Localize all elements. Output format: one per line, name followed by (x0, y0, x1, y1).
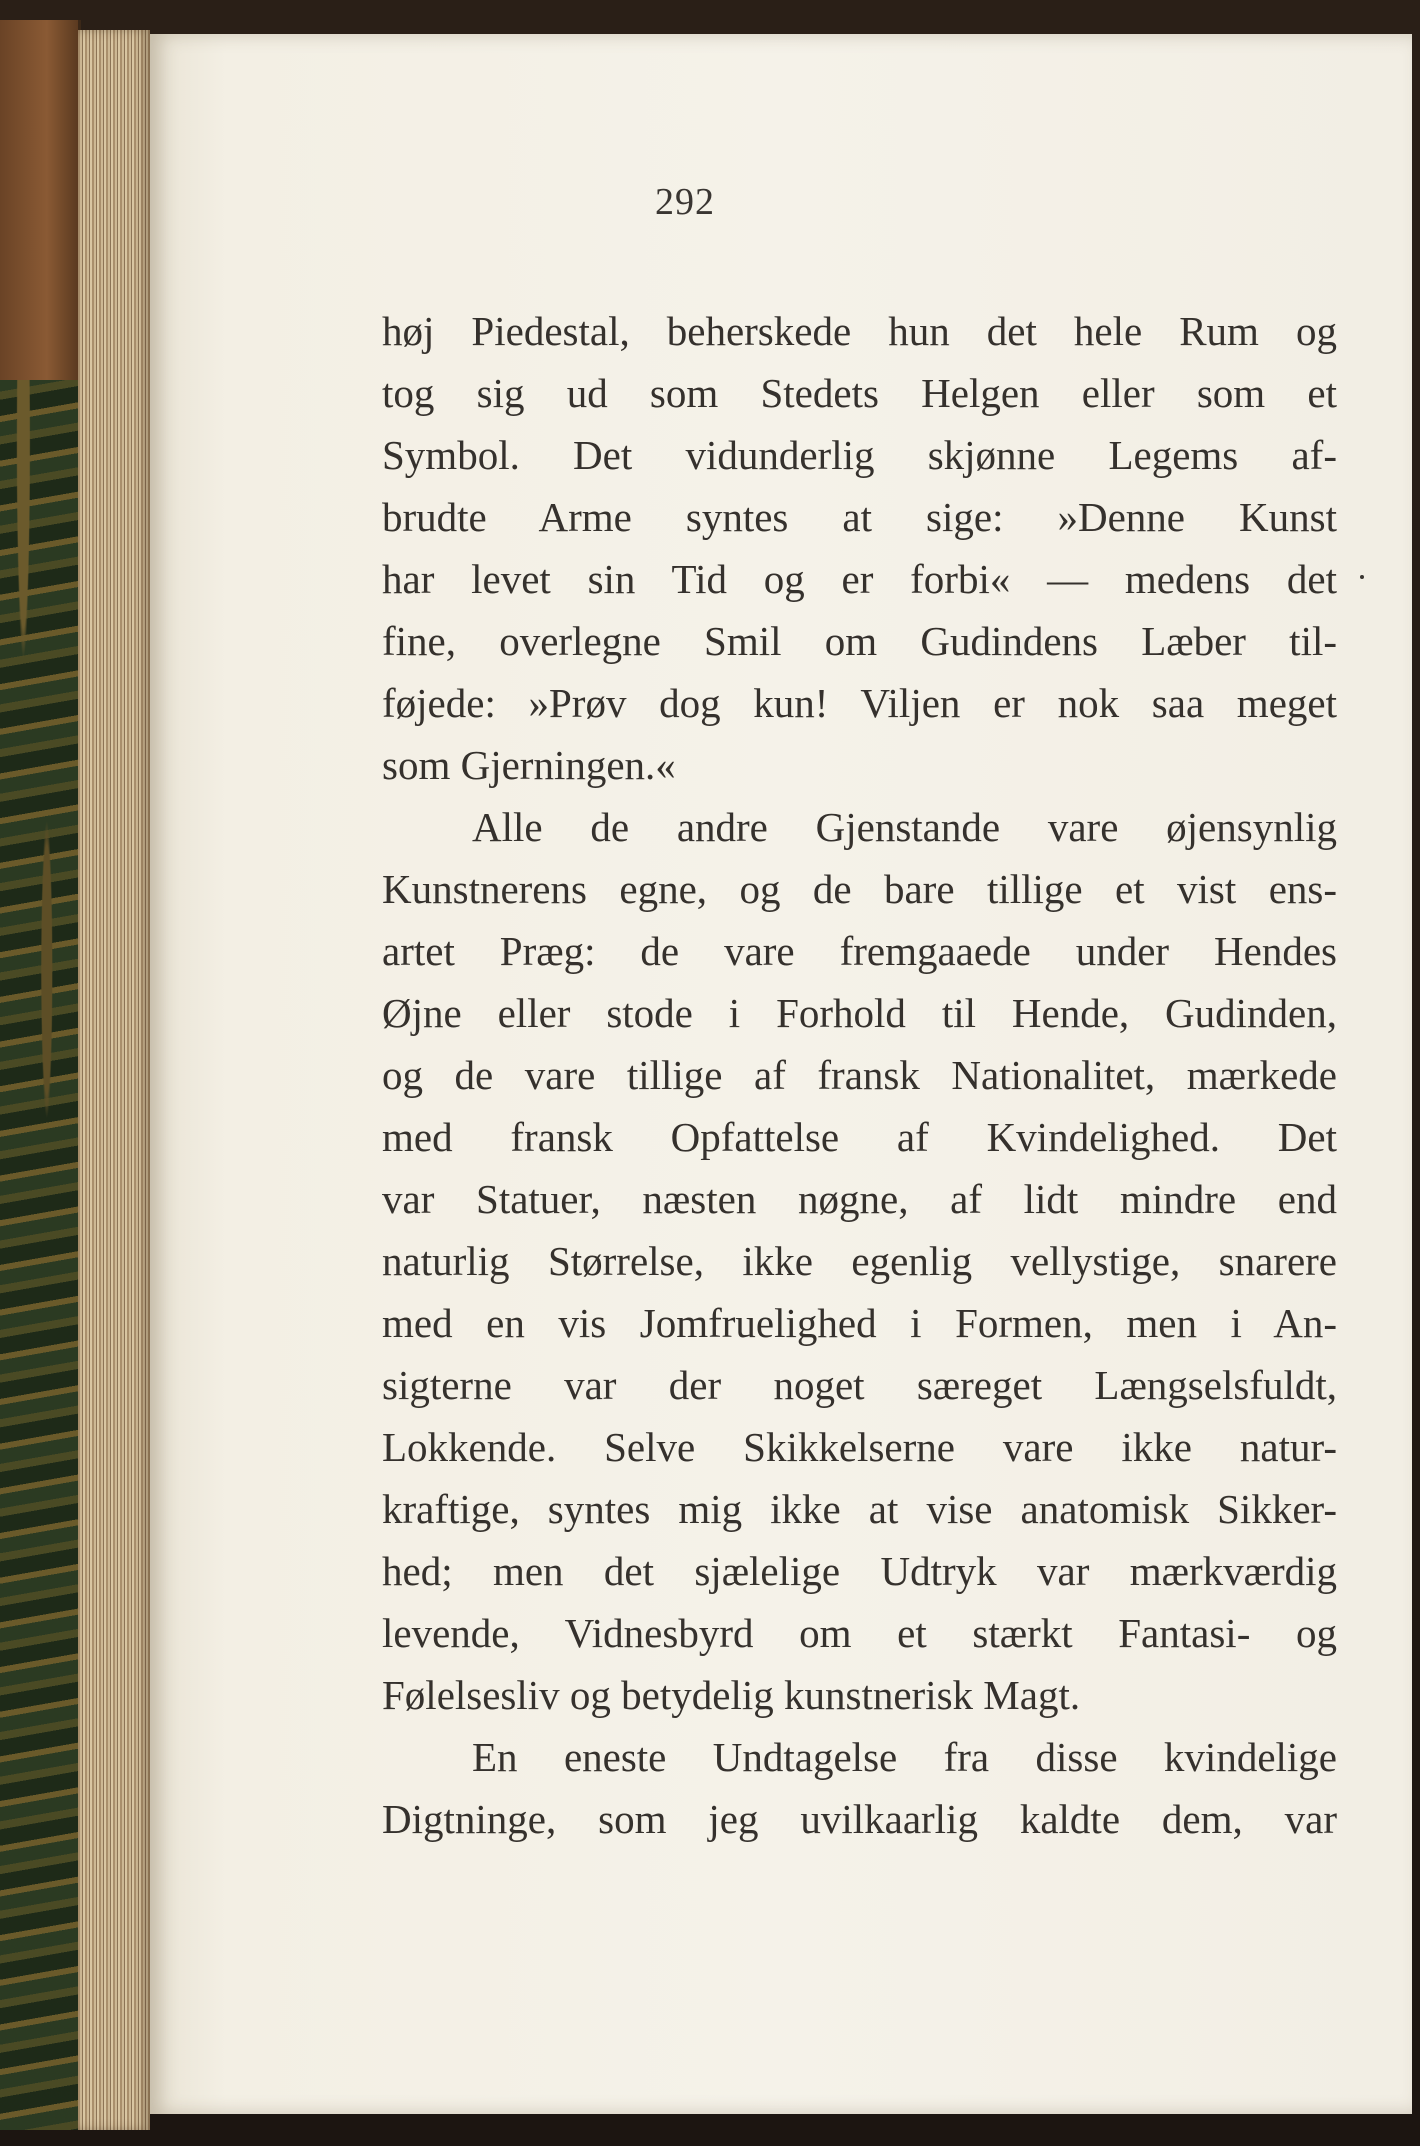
text-line: tog sig ud som Stedets Helgen eller som et (382, 370, 1337, 416)
text-line: Lokkende. Selve Skikkelserne vare ikke natur- (382, 1424, 1337, 1470)
book-spine-leather (0, 20, 78, 380)
text-line: artet Præg: de vare fremgaaede under Hendes (382, 928, 1337, 974)
text-line: levende, Vidnesbyrd om et stærkt Fantasi- og (382, 1610, 1337, 1656)
text-line: Alle de andre Gjenstande vare øjensynlig (472, 804, 1337, 850)
text-line: og de vare tillige af fransk Nationalitet, mærkede (382, 1052, 1337, 1098)
text-line: hed; men det sjælelige Udtryk var mærkværdig (382, 1548, 1337, 1594)
text-line: Digtninge, som jeg uvilkaarlig kaldte dem, var (382, 1796, 1337, 1842)
text-line: Kunstnerens egne, og de bare tillige et vist ens- (382, 866, 1337, 912)
text-line: fine, overlegne Smil om Gudindens Læber til- (382, 618, 1337, 664)
page-text (382, 300, 1337, 1850)
text-line: var Statuer, næsten nøgne, af lidt mindre end (382, 1176, 1337, 1222)
text-line: brudte Arme syntes at sige: »Denne Kunst (382, 494, 1337, 540)
page-number: 292 (655, 181, 715, 223)
text-line: med en vis Jomfruelighed i Formen, men i An- (382, 1300, 1337, 1346)
print-speck (1360, 575, 1364, 579)
text-line: høj Piedestal, beherskede hun det hele Rum og (382, 308, 1337, 354)
text-line: Symbol. Det vidunderlig skjønne Legems af- (382, 432, 1337, 478)
text-line: som Gjerningen.« (382, 742, 676, 788)
text-line: har levet sin Tid og er forbi« — medens det (382, 556, 1337, 602)
text-line: naturlig Størrelse, ikke egenlig vellystige, snarere (382, 1238, 1337, 1284)
text-line: Følelsesliv og betydelig kunstnerisk Magt. (382, 1672, 1081, 1718)
text-line: kraftige, syntes mig ikke at vise anatomisk Sikker- (382, 1486, 1337, 1532)
text-line: Øjne eller stode i Forhold til Hende, Gudinden, (382, 990, 1337, 1036)
text-line: med fransk Opfattelse af Kvindelighed. Det (382, 1114, 1337, 1160)
text-line: føjede: »Prøv dog kun! Viljen er nok saa meget (382, 680, 1337, 726)
text-line: sigterne var der noget særeget Længselsfuldt, (382, 1362, 1337, 1408)
page-block-edges (78, 30, 150, 2130)
text-line: En eneste Undtagelse fra disse kvindelige (472, 1734, 1337, 1780)
